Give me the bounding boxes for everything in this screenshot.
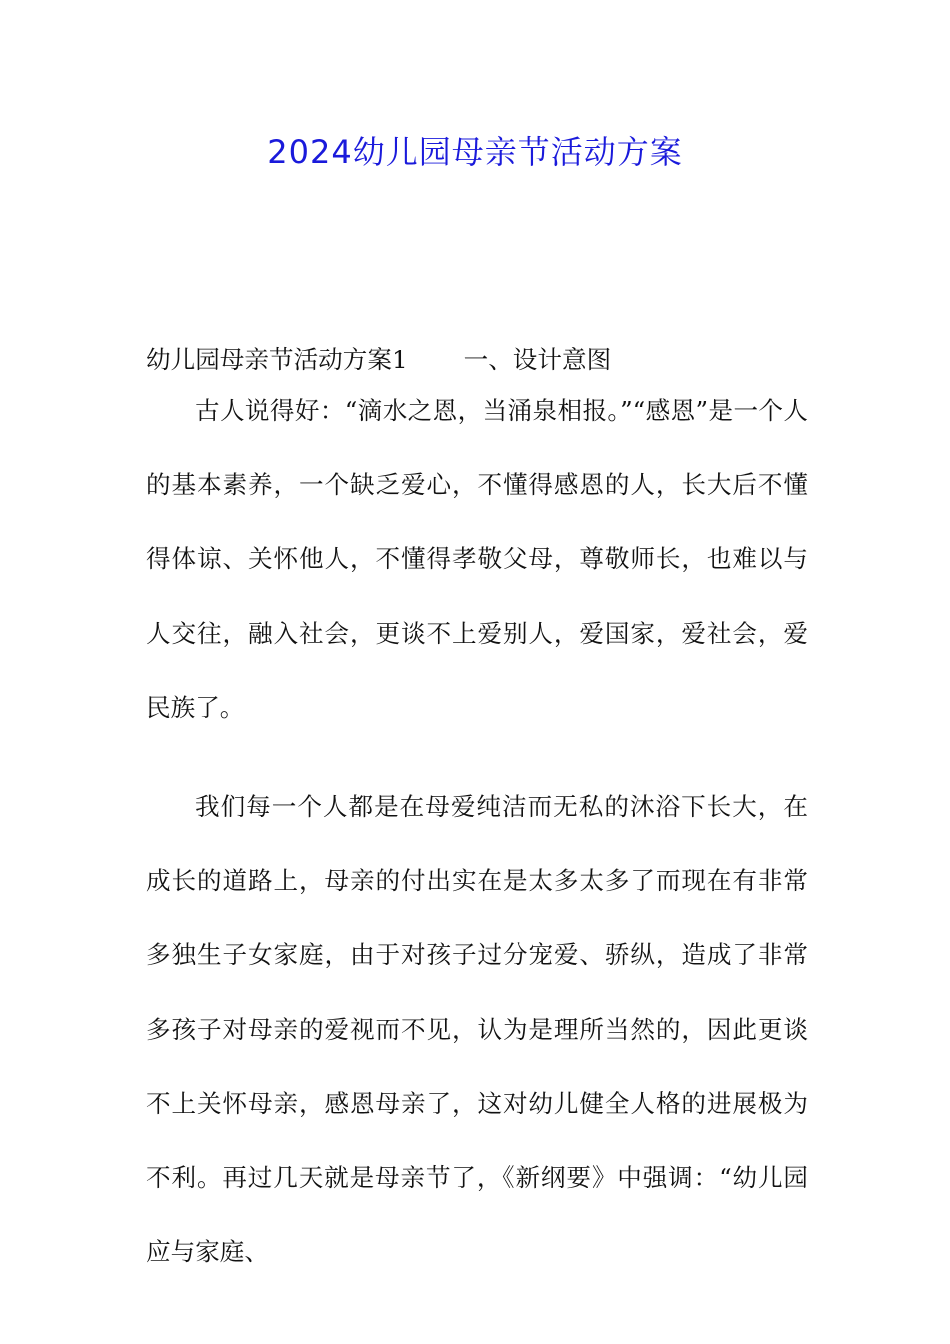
section-heading: 幼儿园母亲节活动方案1 (146, 345, 408, 374)
document-title: 2024幼儿园母亲节活动方案 (267, 133, 683, 171)
subsection-heading: 一、设计意图 (463, 345, 612, 374)
paragraph-2: 我们每一个人都是在母爱纯洁而无私的沐浴下长大，在成长的道路上，母亲的付出实在是太多太多了而现在有非常多独生子女家庭，由于对孩子过分宠爱、骄纵，造成了非常多孩子对母亲的爱视而不见，认为是理所当然的，因此更谈不上关怀母亲，感恩母亲了，这对幼儿健全人格的进展极为不利。再过几天就是母亲节了，《新纲要》中强调：“幼儿园应与家庭、 (146, 792, 808, 1267)
paragraph-1: 古人说得好：“滴水之恩，当涌泉相报。”“感恩”是一个人的基本素养，一个缺乏爱心，不懂得感恩的人，长大后不懂得体谅、关怀他人，不懂得孝敬父母，尊敬师长，也难以与人交往，融入社会，更谈不上爱别人，爱国家，爱社会，爱民族了。 (146, 396, 808, 722)
